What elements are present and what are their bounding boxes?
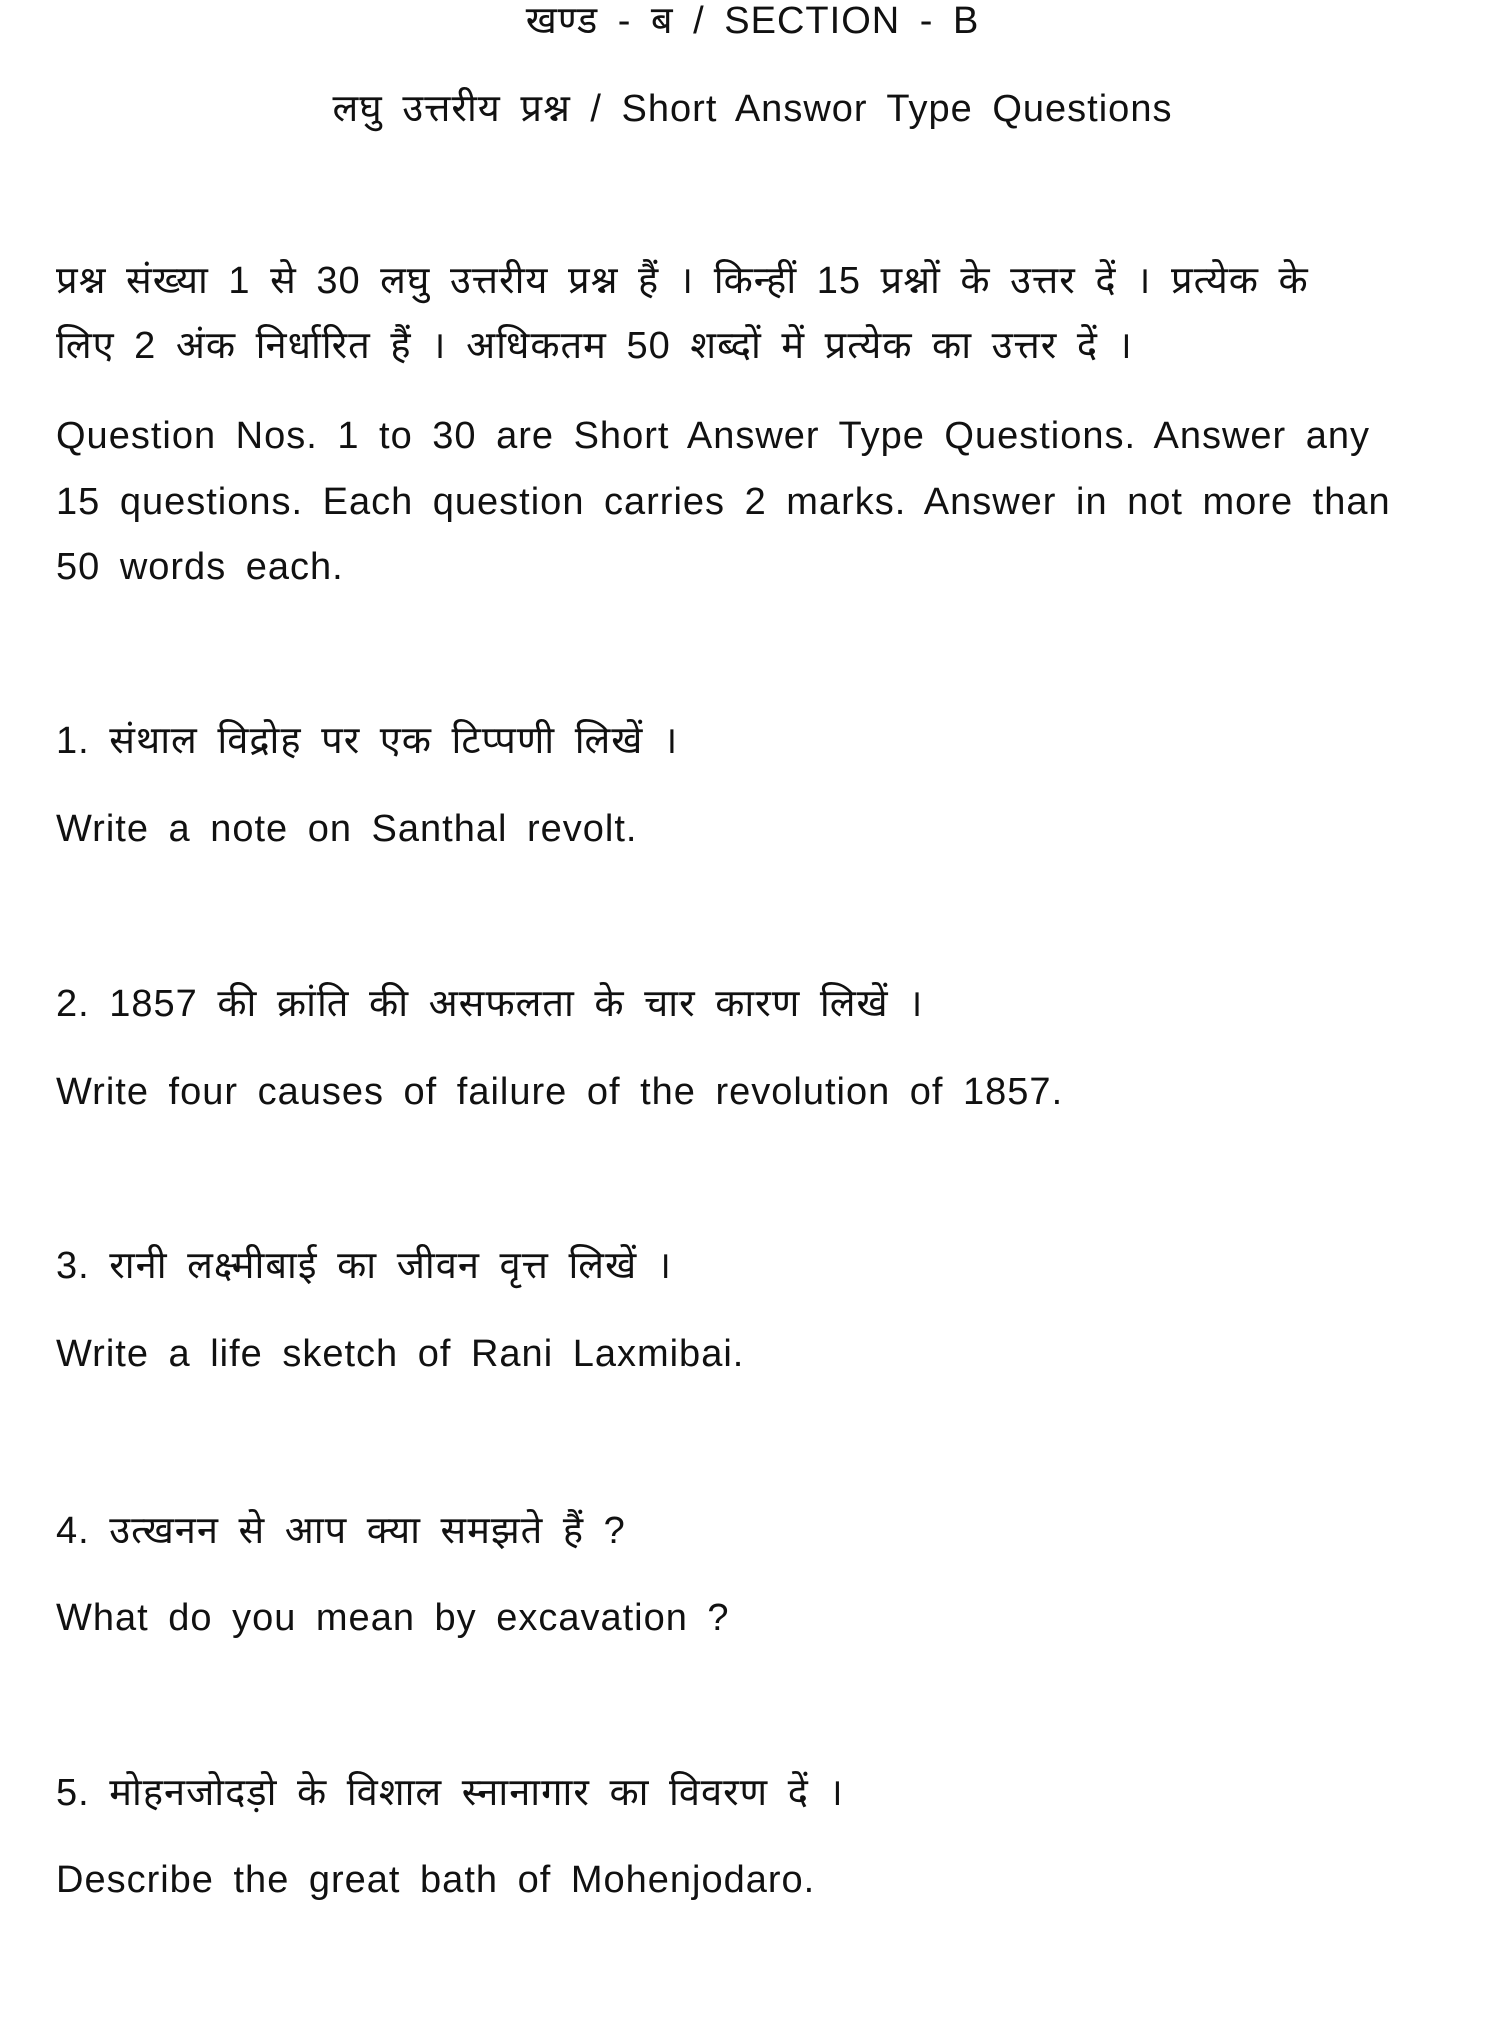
instructions-english-line-1: Question Nos. 1 to 30 are Short Answer Type Questions. Answer any [56,415,1371,457]
section-subtitle: लघु उत्तरीय प्रश्न / Short Answor Type Questions [332,88,1173,130]
question-3-hindi: 3. रानी लक्ष्मीबाई का जीवन वृत्त लिखें । [56,1245,673,1287]
question-3-english: Write a life sketch of Rani Laxmibai. [56,1333,745,1375]
section-title: खण्ड - ब / SECTION - B [525,0,980,42]
question-2-english: Write four causes of failure of the revolution of 1857. [56,1071,1064,1113]
question-2-hindi: 2. 1857 की क्रांति की असफलता के चार कारण लिखें । [56,983,924,1025]
question-5-hindi: 5. मोहनजोदड़ो के विशाल स्नानागार का विवरण दें । [56,1772,844,1814]
question-4-hindi: 4. उत्खनन से आप क्या समझते हैं ? [56,1510,626,1552]
instructions-hindi-line-2: लिए 2 अंक निर्धारित हैं । अधिकतम 50 शब्दों में प्रत्येक का उत्तर दें । [56,325,1133,367]
question-5-english: Describe the great bath of Mohenjodaro. [56,1859,816,1901]
question-1-english: Write a note on Santhal revolt. [56,808,638,850]
question-4-english: What do you mean by excavation ? [56,1597,730,1639]
instructions-english-line-3: 50 words each. [56,546,344,588]
question-1-hindi: 1. संथाल विद्रोह पर एक टिप्पणी लिखें । [56,720,679,762]
instructions-hindi-line-1: प्रश्न संख्या 1 से 30 लघु उत्तरीय प्रश्न हैं । किन्हीं 15 प्रश्नों के उत्तर दें । प्रत्येक के [56,260,1309,302]
instructions-english-line-2: 15 questions. Each question carries 2 marks. Answer in not more than [56,481,1391,523]
